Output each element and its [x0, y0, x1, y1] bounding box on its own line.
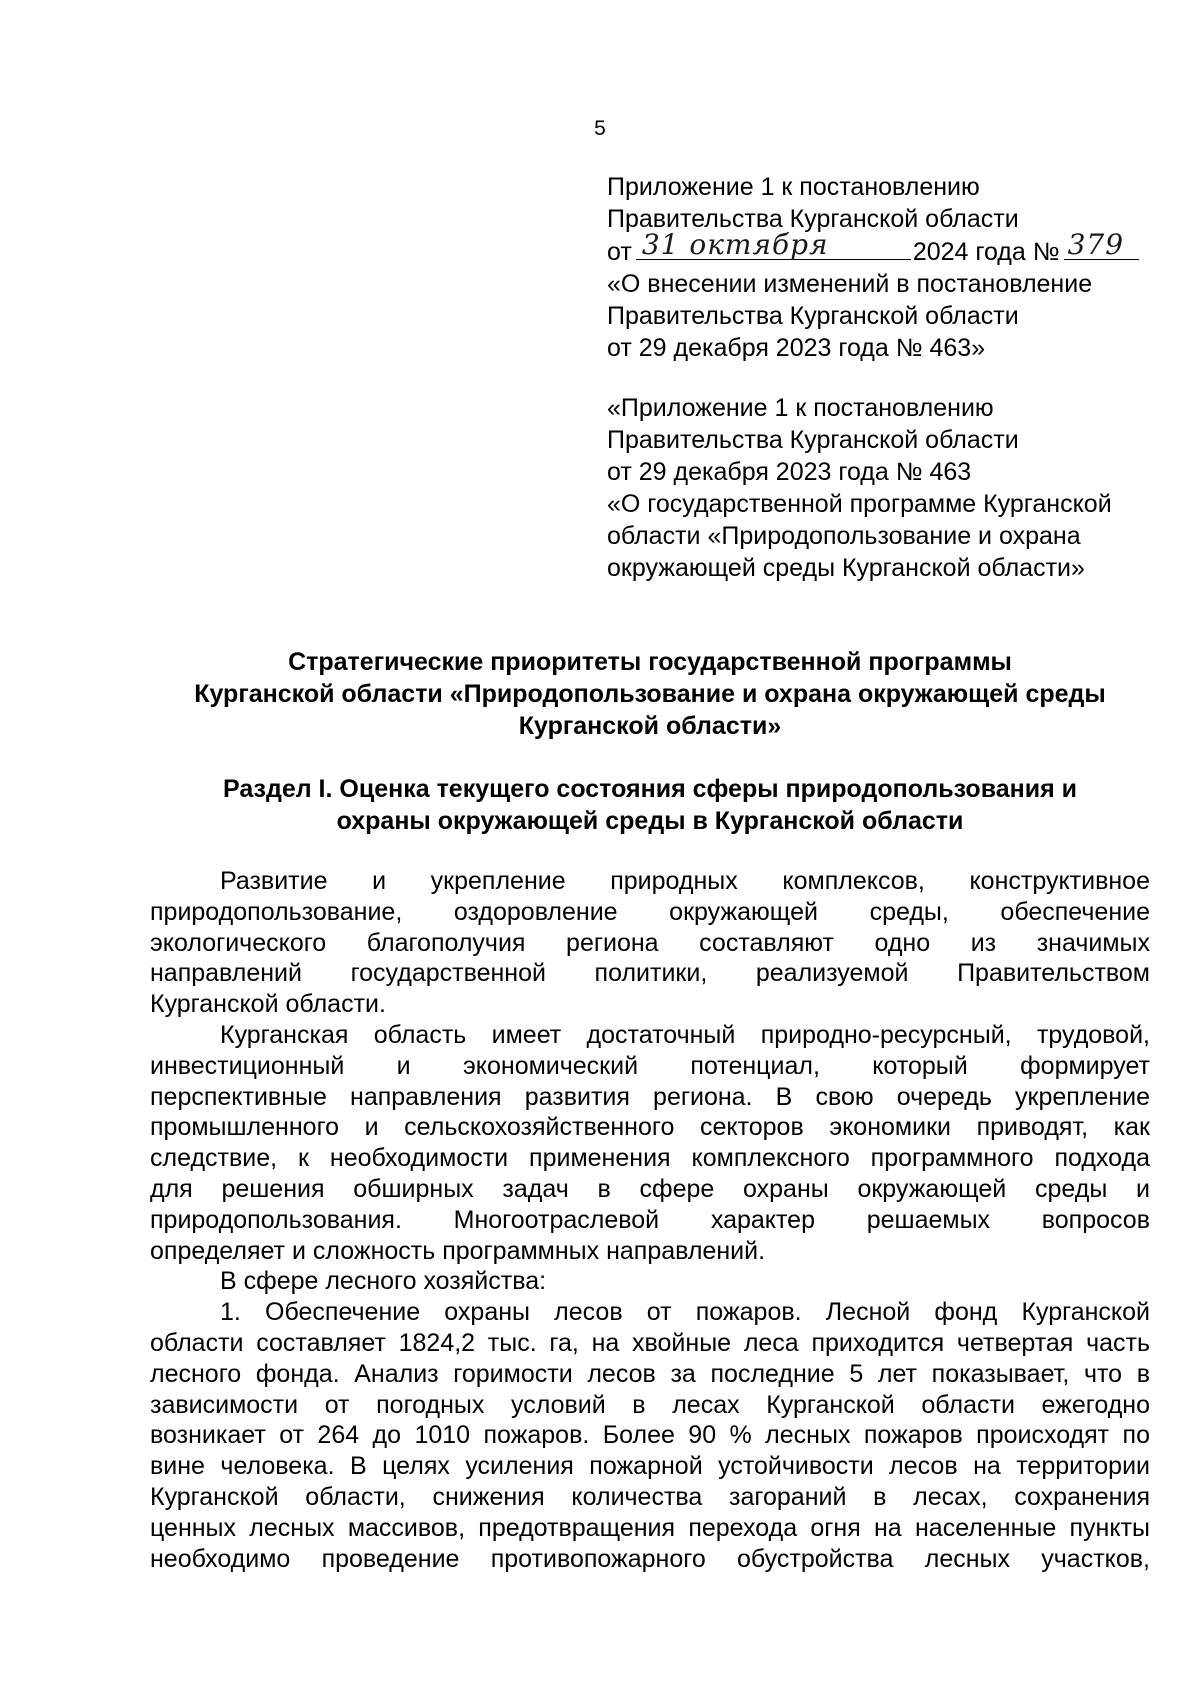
body-line: вине человека. В целях усиления пожарной устойчивости лесов на территории [150, 1452, 1150, 1481]
body-line: природопользование, оздоровление окружающей среды, обеспечение [150, 897, 1150, 926]
main-title-line: Стратегические приоритеты государственной программы [288, 648, 1012, 676]
handwritten-number: 379 [1067, 228, 1125, 261]
body-line: инвестиционный и экономический потенциал, который формирует [150, 1051, 1150, 1080]
body-line: Курганская область имеет достаточный природно-ресурсный, трудовой, [220, 1020, 1150, 1049]
body-line: Развитие и укрепление природных комплексов, конструктивное [220, 867, 1150, 895]
section-title [150, 773, 1150, 837]
body-text [150, 866, 1150, 1574]
body-line: области составляет 1824,2 тыс. га, на хвойные леса приходится четвертая часть [150, 1328, 1150, 1357]
body-line: ценных лесных массивов, предотвращения перехода огня на населенные пункты [150, 1513, 1150, 1542]
section-title-line: Раздел I. Оценка текущего состояния сферы природопользования и [222, 775, 1078, 803]
body-line: промышленного и сельскохозяйственного секторов экономики приводят, как [150, 1113, 1150, 1142]
main-title [150, 646, 1150, 742]
appendix-header-line: Приложение 1 к постановлению [607, 173, 980, 201]
appendix-subject-line: «О внесении изменений в постановление [607, 270, 1093, 298]
appendix-reference [607, 392, 1167, 584]
body-line: Курганской области. [150, 990, 386, 1019]
body-line: В сфере лесного хозяйства: [220, 1267, 547, 1296]
body-line: 1. Обеспечение охраны лесов от пожаров. Лесной фонд Курганской [220, 1298, 1150, 1327]
appendix-subject-line: Правительства Курганской области [607, 302, 1019, 330]
body-line: Курганской области, снижения количества загораний в лесах, сохранения [150, 1482, 1150, 1511]
year-text: 2024 года № [912, 238, 1060, 266]
body-line: лесного фонда. Анализ горимости лесов за последние 5 лет показывает, что в [150, 1359, 1150, 1388]
appendix-reference-line: области «Природопользование и охрана [607, 522, 1081, 550]
appendix-reference-line: окружающей среды Курганской области» [607, 554, 1085, 582]
body-line: следствие, к необходимости применения комплексного программного подхода [150, 1144, 1150, 1173]
section-title-line: охраны окружающей среды в Курганской области [336, 807, 964, 835]
page-number: 5 [594, 117, 606, 140]
body-line: перспективные направления развития региона. В свою очередь укрепление [150, 1082, 1150, 1111]
appendix-subject-line: от 29 декабря 2023 года № 463» [607, 334, 986, 362]
body-line: для решения обширных задач в сфере охраны окружающей среды и [150, 1174, 1150, 1203]
date-fill-line [636, 228, 911, 261]
appendix-reference-line: «О государственной программе Курганской [607, 490, 1112, 518]
main-title-line: Курганской области» [518, 712, 782, 740]
body-line: экологического благополучия региона составляют одно из значимых [150, 928, 1150, 957]
handwritten-date: 31 октября [641, 228, 829, 261]
appendix-header-line: Правительства Курганской области [607, 205, 1019, 233]
body-line: необходимо проведение противопожарного обустройства лесных участков, [150, 1544, 1150, 1573]
appendix-reference-line: от 29 декабря 2023 года № 463 [607, 458, 972, 486]
body-line: зависимости от погодных условий в лесах Курганской области ежегодно [150, 1390, 1150, 1419]
appendix-reference-line: Правительства Курганской области [607, 426, 1019, 454]
date-prefix: от [607, 238, 632, 266]
appendix-reference-line: «Приложение 1 к постановлению [607, 394, 994, 422]
appendix-header [607, 171, 1167, 364]
body-line: возникает от 264 до 1010 пожаров. Более 90 % лесных пожаров происходят по [150, 1421, 1150, 1450]
appendix-date-line [607, 228, 1167, 268]
body-line: направлений государственной политики, реализуемой Правительством [150, 959, 1150, 988]
main-title-line: Курганской области «Природопользование и охрана окружающей среды [194, 680, 1106, 708]
body-line: природопользования. Многоотраслевой характер решаемых вопросов [150, 1205, 1150, 1234]
number-fill-line [1064, 228, 1139, 261]
body-line: определяет и сложность программных направлений. [150, 1236, 766, 1265]
